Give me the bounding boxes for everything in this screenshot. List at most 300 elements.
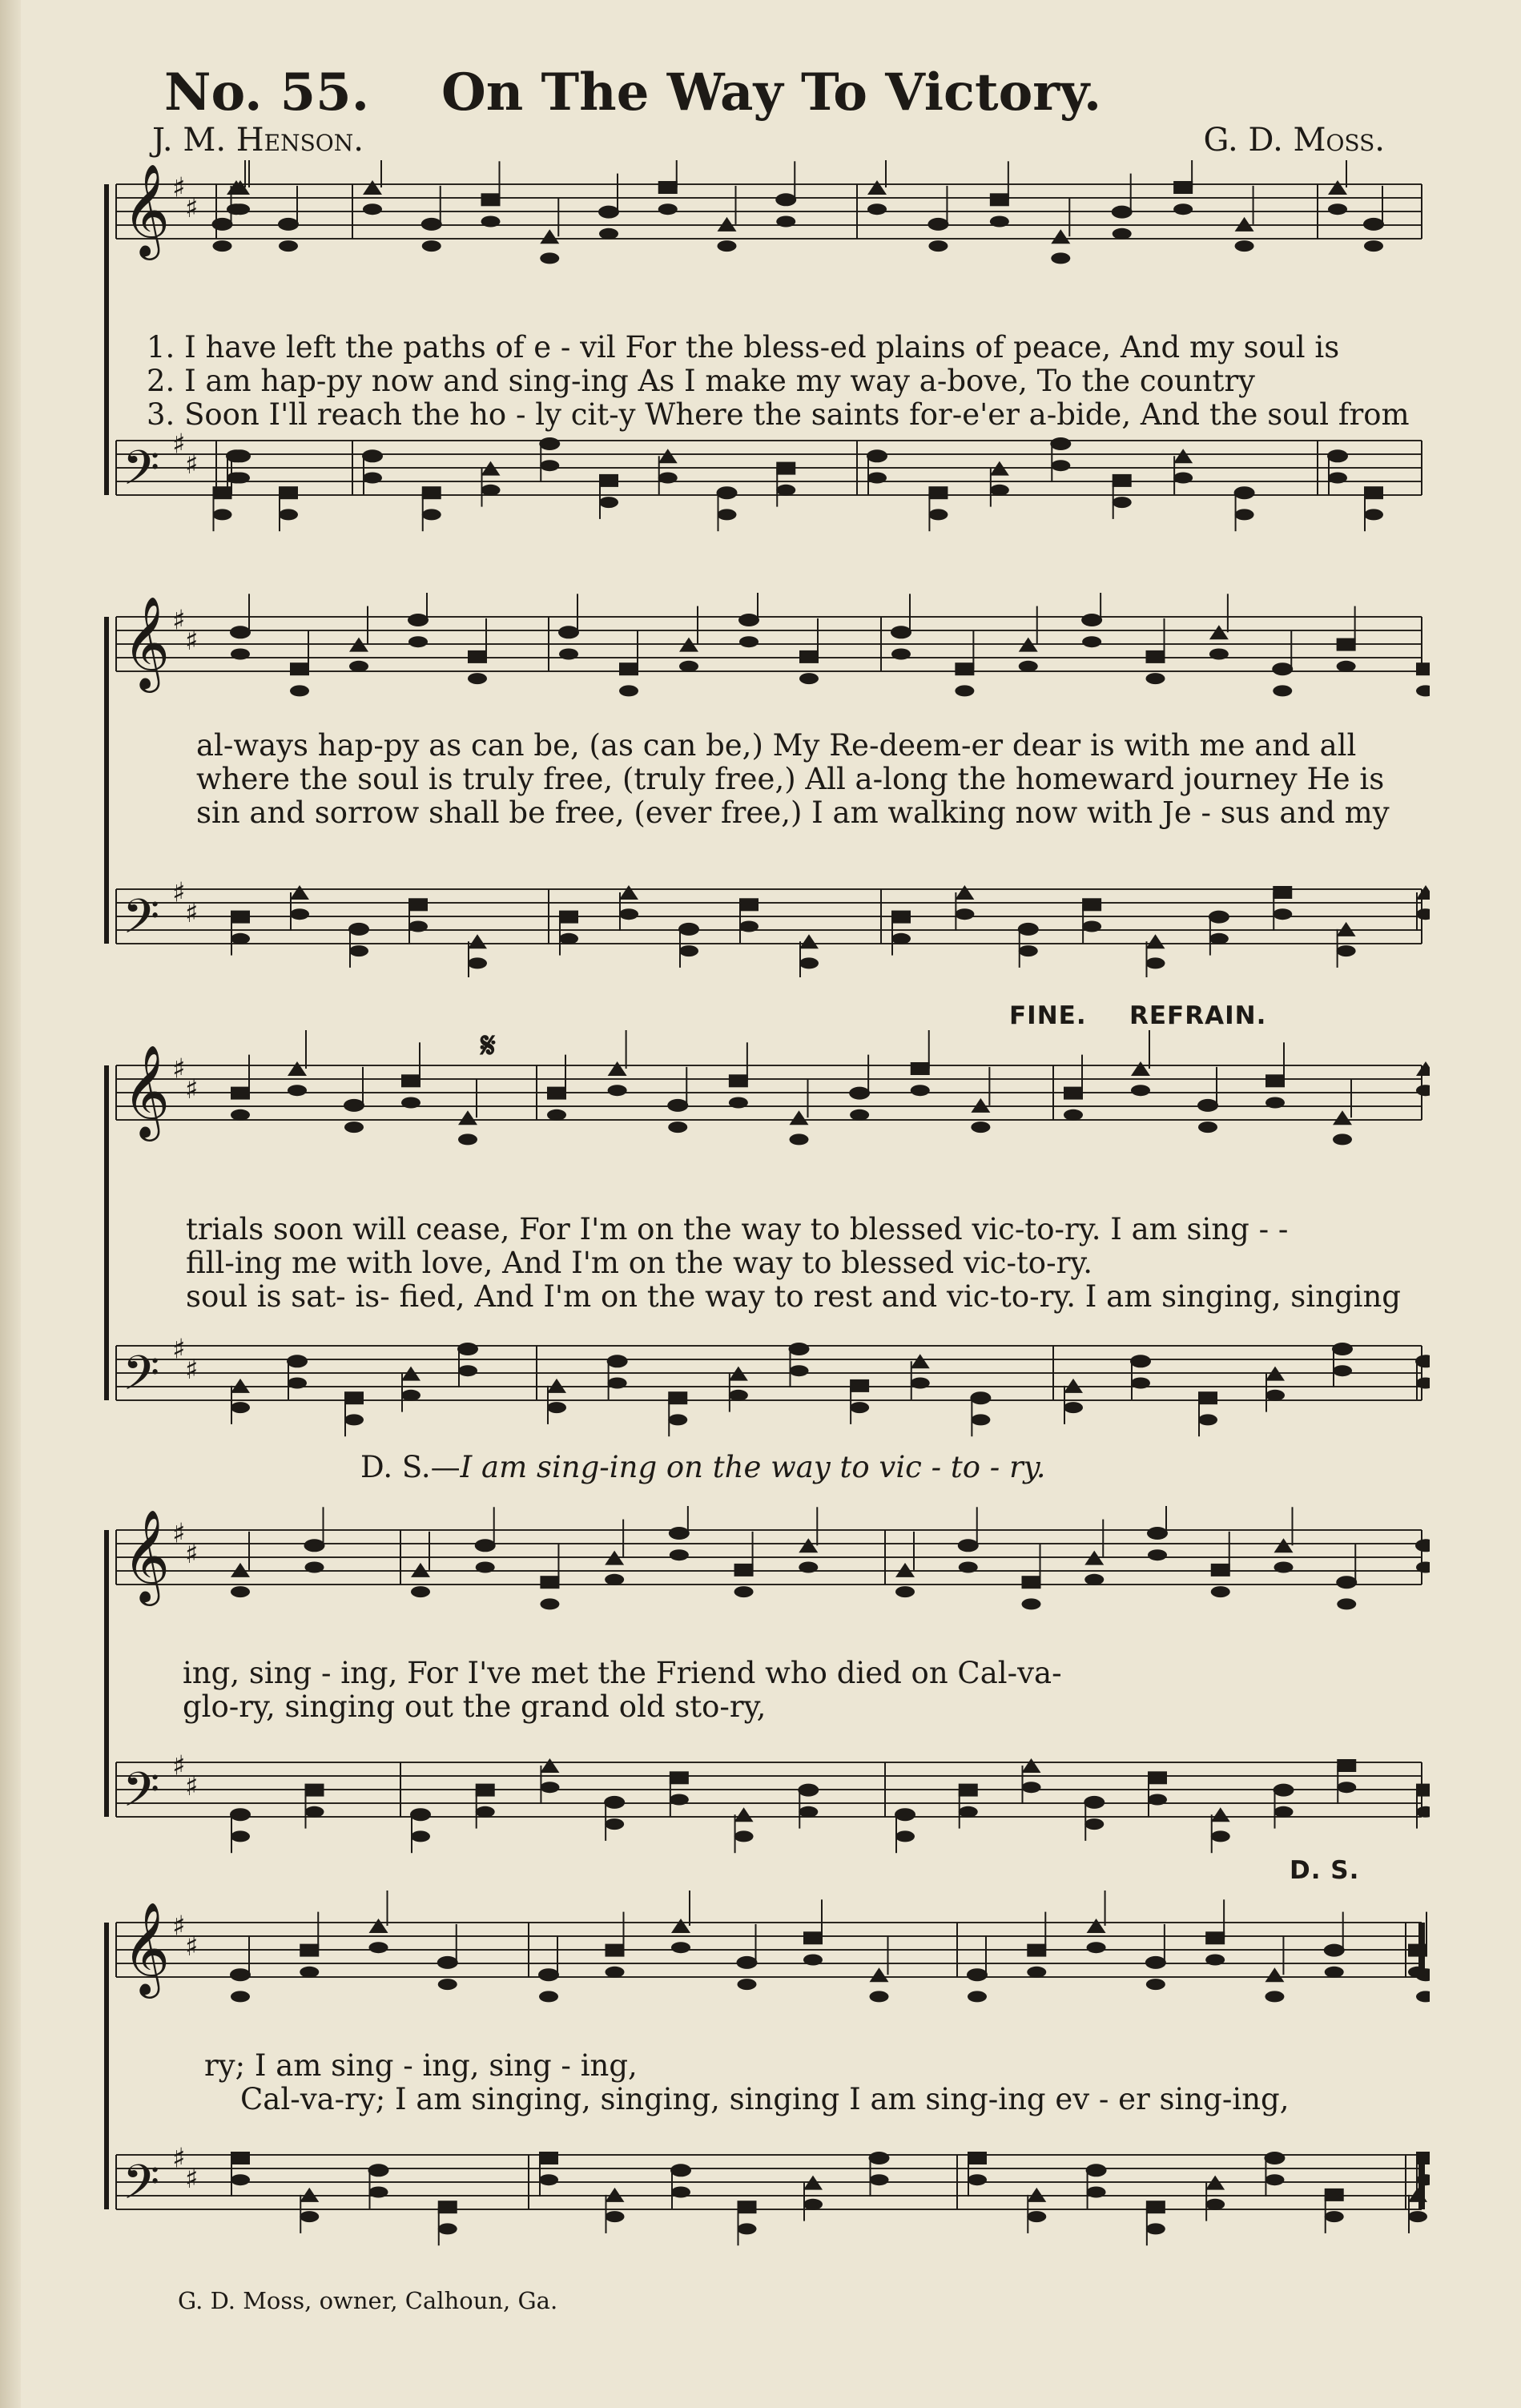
shape-note-icon — [1333, 1365, 1352, 1376]
sharp-icon: ♯ — [172, 1053, 186, 1085]
shape-note-icon — [1082, 898, 1101, 911]
shape-note-icon — [599, 474, 618, 487]
shape-note-icon — [458, 1110, 477, 1125]
shape-note-icon — [1273, 886, 1292, 899]
shape-note-icon — [1082, 921, 1101, 932]
shape-note-icon — [1146, 957, 1165, 968]
shape-note-icon — [1416, 1806, 1430, 1818]
shape-note-icon — [971, 1098, 990, 1113]
shape-note-icon — [1337, 661, 1356, 672]
shape-note-icon — [606, 2211, 625, 2222]
treble-clef-icon: 𝄞 — [123, 1044, 171, 1138]
shape-note-icon — [1327, 449, 1348, 462]
shape-note-icon — [1064, 1087, 1083, 1100]
shape-note-icon — [349, 661, 368, 672]
shape-note-icon — [231, 933, 250, 944]
shape-note-icon — [1022, 1576, 1041, 1589]
shape-note-icon — [867, 203, 887, 215]
shape-note-icon — [344, 1414, 364, 1425]
shape-note-icon — [798, 1784, 819, 1797]
lyric-line: fill-ing me with love, And I'm on the way to blessed vic-to-ry. — [186, 1246, 1093, 1280]
shape-note-icon — [968, 1991, 987, 2002]
shape-note-icon — [481, 193, 501, 206]
shape-note-icon — [870, 1967, 889, 1982]
shape-note-icon — [1274, 1806, 1294, 1818]
lyric-line: 3. Soon I'll reach the ho - ly cit-y Where the saints for-e'er a-bide, And the soul from — [147, 397, 1410, 432]
shape-note-icon — [971, 1414, 990, 1425]
shape-note-icon — [608, 1085, 627, 1096]
shape-note-icon — [599, 497, 618, 508]
shape-note-icon — [1113, 228, 1132, 240]
shape-note-icon — [539, 1991, 558, 2002]
shape-note-icon — [1146, 673, 1165, 684]
bass-clef-icon: 𝄢 — [123, 1762, 160, 1829]
lyric-line: ry; I am sing - ing, sing - ing, — [204, 2048, 638, 2083]
shape-note-icon — [1145, 1956, 1166, 1969]
shape-note-icon — [305, 1806, 324, 1818]
shape-note-icon — [1325, 1967, 1344, 1978]
sharp-icon: ♯ — [172, 171, 186, 204]
shape-note-icon — [547, 1087, 566, 1100]
shape-note-icon — [671, 1942, 690, 1953]
shape-note-icon — [1337, 638, 1356, 651]
title-row — [164, 62, 1414, 123]
shape-note-icon — [369, 1942, 388, 1953]
shape-note-icon — [540, 1576, 559, 1589]
shape-note-icon — [1408, 1967, 1427, 1978]
sharp-icon: ♯ — [185, 1770, 199, 1802]
hymn-title: On The Way To Victory. — [441, 62, 1102, 123]
shape-note-icon — [559, 911, 578, 924]
shape-note-icon — [369, 1919, 388, 1933]
shape-note-icon — [539, 2152, 558, 2164]
shape-note-icon — [231, 1563, 250, 1577]
shape-note-icon — [1198, 1121, 1217, 1133]
shape-note-icon — [734, 1586, 754, 1597]
shape-note-icon — [1408, 1944, 1427, 1957]
shape-note-icon — [1148, 1771, 1167, 1784]
shape-note-icon — [968, 2152, 987, 2164]
shape-note-icon — [911, 1354, 930, 1368]
shape-note-icon — [363, 473, 382, 484]
shape-note-icon — [790, 1110, 809, 1125]
shape-note-icon — [1197, 1099, 1218, 1112]
shape-note-icon — [1416, 1085, 1430, 1096]
shape-note-icon — [1019, 661, 1038, 672]
shape-note-icon — [1087, 2187, 1106, 2198]
shape-note-icon — [1146, 934, 1165, 948]
shape-note-icon — [738, 2201, 757, 2213]
shape-note-icon — [408, 921, 428, 932]
ds-prefix: D. S.— — [360, 1450, 461, 1484]
shape-note-icon — [734, 1807, 754, 1822]
shape-note-icon — [468, 957, 487, 968]
shape-note-icon — [287, 1355, 308, 1367]
shape-note-icon — [1051, 252, 1070, 264]
shape-note-icon — [1273, 908, 1292, 920]
shape-note-icon — [1337, 1598, 1356, 1609]
shape-note-icon — [1027, 1944, 1046, 1957]
shape-note-icon — [305, 1784, 324, 1797]
shape-note-icon — [1198, 1391, 1217, 1404]
shape-note-icon — [895, 1586, 915, 1597]
shape-note-icon — [476, 1806, 495, 1818]
shape-note-icon — [279, 240, 298, 252]
lyric-line: soul is sat- is- fied, And I'm on the way to rest and vic-to-ry. I am singing, singing — [186, 1279, 1401, 1314]
shape-note-icon — [870, 2174, 889, 2185]
shape-note-icon — [803, 1931, 823, 1944]
shape-note-icon — [670, 1771, 689, 1784]
shape-note-icon — [1364, 486, 1383, 499]
shape-note-icon — [231, 1991, 250, 2002]
shape-note-icon — [1416, 2174, 1430, 2185]
shape-note-icon — [1324, 1944, 1345, 1957]
shape-note-icon — [928, 240, 948, 252]
shape-note-icon — [1209, 911, 1229, 924]
shape-note-icon — [891, 933, 911, 944]
shape-note-icon — [850, 1379, 869, 1392]
shape-note-icon — [231, 2174, 250, 2185]
shape-note-icon — [1337, 922, 1356, 936]
shape-note-icon — [288, 1085, 307, 1096]
shape-note-icon — [1274, 1784, 1294, 1797]
shape-note-icon — [803, 2199, 823, 2210]
shape-note-icon — [739, 636, 758, 647]
shape-note-icon — [1416, 885, 1430, 900]
shape-note-icon — [227, 473, 246, 484]
shape-note-icon — [231, 1109, 250, 1121]
sharp-icon: ♯ — [172, 876, 186, 909]
shape-note-icon — [1274, 1538, 1294, 1552]
shape-note-icon — [658, 181, 678, 194]
shape-note-icon — [729, 1074, 748, 1087]
bass-clef-icon: 𝄢 — [123, 440, 160, 507]
shape-note-icon — [231, 1379, 250, 1393]
shape-note-icon — [1211, 1807, 1230, 1822]
publisher-footer: G. D. Moss, owner, Calhoun, Ga. — [178, 2287, 558, 2314]
shape-note-icon — [729, 1097, 748, 1109]
shape-note-icon — [895, 1830, 915, 1842]
shape-note-icon — [608, 1061, 627, 1076]
shape-note-icon — [799, 1538, 818, 1552]
refrain-marking: REFRAIN. — [1129, 1001, 1267, 1030]
shape-note-icon — [401, 1390, 420, 1401]
shape-note-icon — [990, 193, 1009, 206]
bass-clef-icon: 𝄢 — [123, 1345, 160, 1412]
shape-note-icon — [867, 473, 887, 484]
shape-note-icon — [411, 1586, 430, 1597]
author-credit: J. M. Henson. — [152, 122, 364, 159]
shape-note-icon — [1328, 180, 1347, 195]
shape-note-icon — [604, 1796, 625, 1809]
shape-note-icon — [891, 911, 911, 924]
shape-note-icon — [1146, 1979, 1165, 1990]
shape-note-icon — [670, 1549, 689, 1560]
shape-note-icon — [304, 1539, 325, 1552]
shape-note-icon — [658, 473, 678, 484]
shape-note-icon — [344, 1391, 364, 1404]
shape-note-icon — [738, 1979, 757, 1990]
shape-note-icon — [867, 180, 887, 195]
shape-note-icon — [290, 662, 309, 675]
shape-note-icon — [213, 486, 232, 499]
sharp-icon: ♯ — [172, 1750, 186, 1782]
shape-note-icon — [1019, 945, 1038, 956]
shape-note-icon — [349, 945, 368, 956]
shape-note-icon — [729, 1390, 748, 1401]
shape-note-icon — [599, 228, 618, 240]
shape-note-icon — [279, 509, 298, 520]
shape-note-icon — [850, 1402, 869, 1413]
shape-note-icon — [457, 1343, 478, 1355]
sharp-icon: ♯ — [185, 624, 199, 657]
shape-note-icon — [468, 650, 487, 663]
shape-note-icon — [967, 1968, 988, 1981]
shape-note-icon — [870, 1991, 889, 2002]
shape-note-icon — [1050, 437, 1071, 450]
shape-note-icon — [227, 203, 246, 215]
shape-note-icon — [1198, 1414, 1217, 1425]
page-edge — [0, 0, 21, 2408]
shape-note-icon — [559, 649, 578, 660]
shape-note-icon — [671, 2187, 690, 2198]
bass-clef-icon: 𝄢 — [123, 888, 160, 956]
shape-note-icon — [1051, 460, 1070, 471]
shape-note-icon — [734, 1830, 754, 1842]
shape-note-icon — [1027, 1967, 1046, 1978]
shape-note-icon — [1148, 1794, 1167, 1806]
shape-note-icon — [619, 662, 638, 675]
shape-note-icon — [1205, 1931, 1225, 1944]
lyric-line: 2. I am hap-py now and sing-ing As I make my way a-bove, To the country — [147, 364, 1255, 398]
shape-note-icon — [1274, 1562, 1294, 1573]
shape-note-icon — [1027, 2188, 1046, 2202]
shape-note-icon — [230, 626, 251, 638]
shape-note-icon — [1416, 662, 1430, 675]
shape-note-icon — [1416, 1991, 1430, 2002]
music-system-4 — [92, 1506, 1430, 1891]
treble-clef-icon: 𝄞 — [123, 595, 171, 689]
shape-note-icon — [608, 1378, 627, 1389]
shape-note-icon — [799, 957, 819, 968]
sharp-icon: ♯ — [172, 1333, 186, 1366]
shape-note-icon — [1086, 2164, 1107, 2176]
shape-note-icon — [1325, 2189, 1344, 2201]
shape-note-icon — [895, 1563, 915, 1577]
shape-note-icon — [1131, 1085, 1150, 1096]
shape-note-icon — [717, 486, 738, 499]
shape-note-icon — [1408, 2211, 1427, 2222]
lyric-line: trials soon will cease, For I'm on the way to blessed vic-to-ry. I am sing - - — [186, 1212, 1289, 1246]
shape-note-icon — [619, 908, 638, 920]
shape-note-icon — [605, 1574, 624, 1585]
shape-note-icon — [1084, 1818, 1104, 1830]
shape-note-icon — [401, 1097, 420, 1109]
shape-note-icon — [540, 1598, 559, 1609]
shape-note-icon — [539, 2174, 558, 2185]
shape-note-icon — [911, 1062, 930, 1075]
shape-note-icon — [540, 1782, 559, 1793]
shape-note-icon — [1328, 473, 1347, 484]
shape-note-icon — [789, 1343, 810, 1355]
shape-note-icon — [668, 1121, 687, 1133]
shape-note-icon — [1416, 1784, 1430, 1797]
shape-note-icon — [1173, 203, 1193, 215]
shape-note-icon — [1147, 1527, 1168, 1540]
shape-note-icon — [547, 1379, 566, 1393]
shape-note-icon — [1265, 1967, 1284, 1982]
shape-note-icon — [212, 218, 233, 231]
shape-note-icon — [408, 614, 429, 626]
shape-note-icon — [776, 485, 795, 496]
shape-note-icon — [305, 1562, 324, 1573]
shape-note-icon — [231, 1087, 250, 1100]
shape-note-icon — [1337, 1759, 1356, 1772]
shape-note-icon — [718, 217, 737, 232]
shape-note-icon — [1332, 1343, 1353, 1355]
shape-note-icon — [670, 2164, 691, 2176]
shape-note-icon — [230, 1808, 251, 1821]
lyric-line: 1. I have left the paths of e - vil For the bless-ed plains of peace, And my soul is — [147, 330, 1340, 364]
shape-note-icon — [891, 626, 911, 638]
shape-note-icon — [348, 923, 369, 936]
shape-note-icon — [547, 1402, 566, 1413]
shape-note-icon — [231, 1830, 250, 1842]
shape-note-icon — [411, 1830, 430, 1842]
sharp-icon: ♯ — [185, 1073, 199, 1105]
sharp-icon: ♯ — [185, 191, 199, 224]
shape-note-icon — [1337, 945, 1356, 956]
shape-note-icon — [288, 1378, 307, 1389]
lyric-line: Cal-va-ry; I am singing, singing, singing I am sing-ing ev - er sing-ing, — [240, 2082, 1290, 2116]
segno-sign: 𝄋 — [481, 1025, 497, 1066]
shape-note-icon — [869, 2152, 890, 2164]
shape-note-icon — [231, 1402, 250, 1413]
shape-note-icon — [850, 1109, 869, 1121]
shape-note-icon — [411, 1563, 430, 1577]
shape-note-icon — [776, 216, 795, 228]
shape-note-icon — [606, 1967, 625, 1978]
shape-note-icon — [678, 923, 699, 936]
shape-note-icon — [971, 1121, 990, 1133]
shape-note-icon — [1146, 650, 1165, 663]
shape-note-icon — [401, 1074, 420, 1087]
shape-note-icon — [1064, 1379, 1083, 1393]
shape-note-icon — [1416, 685, 1430, 696]
shape-note-icon — [438, 1979, 457, 1990]
shape-note-icon — [1051, 229, 1070, 244]
shape-note-icon — [540, 252, 559, 264]
shape-note-icon — [1022, 1758, 1041, 1773]
hymn-number: No. 55. — [164, 62, 369, 123]
shape-note-icon — [1415, 1539, 1430, 1552]
shape-note-icon — [1131, 1061, 1150, 1076]
shape-note-icon — [468, 673, 487, 684]
shape-note-icon — [1328, 203, 1347, 215]
shape-note-icon — [458, 1365, 477, 1376]
shape-note-icon — [1364, 509, 1383, 520]
shape-note-icon — [1146, 2201, 1165, 2213]
shape-note-icon — [849, 1087, 870, 1100]
shape-note-icon — [619, 885, 638, 900]
shape-note-icon — [968, 2174, 987, 2185]
shape-note-icon — [803, 1955, 823, 1966]
shape-note-icon — [1113, 497, 1132, 508]
shape-note-icon — [1265, 1390, 1285, 1401]
bass-clef-icon: 𝄢 — [123, 2154, 160, 2221]
shape-note-icon — [955, 885, 974, 900]
shape-note-icon — [955, 908, 974, 920]
shape-note-icon — [288, 1061, 307, 1076]
shape-note-icon — [1209, 649, 1229, 660]
shape-note-icon — [1234, 486, 1255, 499]
sharp-icon: ♯ — [185, 2162, 199, 2195]
shape-note-icon — [1416, 2152, 1430, 2164]
shape-note-icon — [1064, 1109, 1083, 1121]
shape-note-icon — [1265, 2174, 1284, 2185]
shape-note-icon — [970, 1391, 991, 1404]
music-system-1 — [92, 160, 1430, 545]
shape-note-icon — [363, 180, 382, 195]
shape-note-icon — [1333, 1110, 1352, 1125]
shape-note-icon — [1265, 1097, 1285, 1109]
sharp-icon: ♯ — [172, 2142, 186, 2175]
shape-note-icon — [410, 1808, 431, 1821]
shape-note-icon — [734, 1564, 754, 1576]
lyric-line: where the soul is truly free, (truly free,) All a-long the homeward journey He is — [196, 762, 1385, 796]
shape-note-icon — [1265, 1074, 1285, 1087]
shape-note-icon — [1416, 908, 1430, 920]
sharp-icon: ♯ — [185, 1930, 199, 1963]
shape-note-icon — [799, 1562, 818, 1573]
shape-note-icon — [718, 240, 737, 252]
shape-note-icon — [231, 911, 250, 924]
shape-note-icon — [1173, 473, 1193, 484]
shape-note-icon — [739, 921, 758, 932]
shape-note-icon — [598, 206, 619, 219]
shape-note-icon — [279, 486, 298, 499]
shape-note-icon — [408, 636, 428, 647]
shape-note-icon — [990, 216, 1009, 228]
shape-note-icon — [928, 486, 948, 499]
shape-note-icon — [928, 509, 948, 520]
shape-note-icon — [1018, 923, 1039, 936]
shape-note-icon — [1272, 662, 1293, 675]
shape-note-icon — [1265, 1991, 1284, 2002]
shape-note-icon — [362, 449, 383, 462]
shape-note-icon — [1363, 218, 1384, 231]
shape-note-icon — [476, 1784, 495, 1797]
shape-note-icon — [540, 1758, 559, 1773]
shape-note-icon — [1173, 449, 1193, 463]
shape-note-icon — [738, 614, 759, 626]
sharp-icon: ♯ — [172, 604, 186, 637]
shape-note-icon — [278, 218, 299, 231]
sharp-icon: ♯ — [185, 448, 199, 481]
shape-note-icon — [799, 673, 819, 684]
shape-note-icon — [231, 1586, 250, 1597]
shape-note-icon — [300, 1967, 319, 1978]
shape-note-icon — [799, 650, 819, 663]
shape-note-icon — [1209, 933, 1229, 944]
shape-note-icon — [959, 1784, 978, 1797]
shape-note-icon — [605, 1818, 624, 1830]
shape-note-icon — [231, 649, 250, 660]
shape-note-icon — [669, 1527, 690, 1540]
shape-note-icon — [422, 509, 441, 520]
shape-note-icon — [468, 934, 487, 948]
shape-note-icon — [718, 509, 737, 520]
